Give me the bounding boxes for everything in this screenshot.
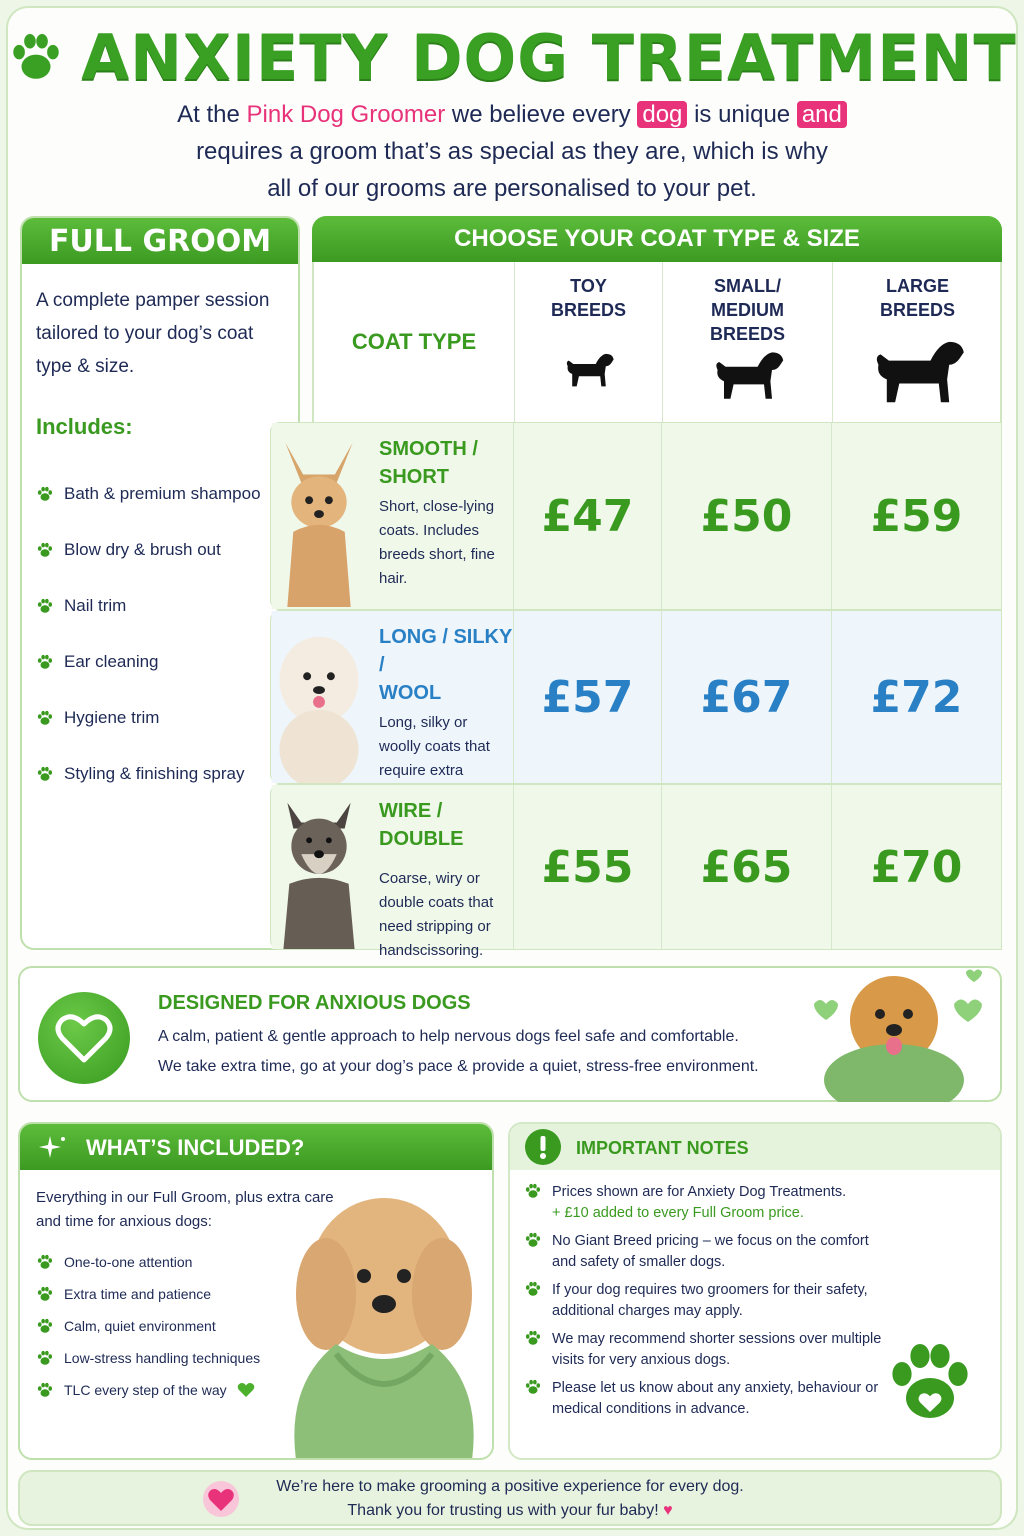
whats-included-list xyxy=(36,1246,260,1406)
column-label: LARGE xyxy=(886,276,949,296)
golden-retriever-image xyxy=(784,964,1004,1102)
row-name-line: WIRE / DOUBLE xyxy=(379,800,464,850)
list-item xyxy=(36,578,261,634)
list-item-label: Bath & premium shampoo xyxy=(64,484,261,503)
anxious-title: DESIGNED FOR ANXIOUS DOGS xyxy=(158,992,471,1014)
anxious-line: We take extra time, go at your dog’s pace & provide a quiet, stress-free environment. xyxy=(158,1058,759,1075)
price-toy: £57 xyxy=(513,611,661,783)
row-text xyxy=(379,797,513,963)
list-item-label: TLC every step of the way xyxy=(64,1382,227,1398)
paw-icon xyxy=(36,485,54,503)
list-item-label: Extra time and patience xyxy=(64,1286,212,1302)
list-item xyxy=(524,1280,884,1322)
pricing-row-smooth xyxy=(270,422,1002,610)
pricing-column-headers xyxy=(312,262,1002,422)
intro-highlight: dog xyxy=(637,101,687,128)
paw-icon xyxy=(36,653,54,671)
page-title: ANXIETY DOG TREATMENT xyxy=(81,20,1017,94)
note-text: Please let us know about any anxiety, behaviour or medical conditions in advance. xyxy=(552,1380,879,1417)
paw-icon xyxy=(524,1182,542,1200)
intro-part: At the xyxy=(177,101,240,128)
list-item xyxy=(36,522,261,578)
heart-icon xyxy=(38,992,130,1084)
price-toy: £47 xyxy=(513,423,661,609)
whats-included-header xyxy=(20,1124,492,1170)
paw-icon xyxy=(7,28,65,86)
row-name xyxy=(379,797,513,853)
intro-part: is unique xyxy=(694,101,791,128)
list-item xyxy=(36,1342,260,1374)
whats-included-panel xyxy=(18,1122,494,1460)
paw-icon xyxy=(36,1253,54,1271)
row-text xyxy=(379,623,513,807)
list-item-label: One-to-one attention xyxy=(64,1254,193,1270)
column-large xyxy=(832,262,1002,422)
row-name xyxy=(379,623,513,707)
fluffy-dog-image xyxy=(271,611,367,783)
column-label: MEDIUM xyxy=(711,300,784,320)
paw-icon xyxy=(36,1349,54,1367)
row-text xyxy=(379,435,513,591)
chihuahua-image xyxy=(271,423,367,609)
intro-line: requires a groom that’s as special as they are, which is why xyxy=(196,138,828,165)
list-item xyxy=(36,634,261,690)
whats-included-intro: Everything in our Full Groom, plus extra care and time for anxious dogs: xyxy=(36,1189,334,1230)
row-description: Short, close-lying coats. Includes breeds short, fine hair. xyxy=(379,498,495,587)
list-item-label: Blow dry & brush out xyxy=(64,540,221,559)
list-item-label: Nail trim xyxy=(64,596,127,615)
list-item-label: Ear cleaning xyxy=(64,652,159,671)
list-item-label: Calm, quiet environment xyxy=(64,1318,216,1334)
row-description: Coarse, wiry or double coats that need stripping or handscissoring. xyxy=(379,870,494,959)
list-item xyxy=(36,1278,260,1310)
column-label: BREEDS xyxy=(709,324,785,344)
footer-line: Thank you for trusting us with your fur baby! xyxy=(347,1502,659,1519)
column-toy xyxy=(514,262,662,422)
intro-highlight: and xyxy=(797,101,847,128)
note-extra: + £10 added to every Full Groom price. xyxy=(552,1205,804,1221)
paw-icon xyxy=(524,1231,542,1249)
list-item xyxy=(524,1182,884,1224)
price-large: £70 xyxy=(831,785,1001,949)
row-name-line: SMOOTH / xyxy=(379,438,478,460)
paw-icon xyxy=(36,597,54,615)
column-small-medium xyxy=(662,262,832,422)
pricing-row-wire xyxy=(270,784,1002,959)
dog-silhouette-icon xyxy=(706,346,790,402)
price-small-medium: £50 xyxy=(661,423,831,609)
heart-icon xyxy=(237,1382,255,1398)
column-label: TOY xyxy=(570,276,607,296)
list-item xyxy=(524,1231,884,1273)
list-item-label: Hygiene trim xyxy=(64,708,160,727)
anxious-dogs-banner xyxy=(18,966,1002,1102)
price-small-medium: £67 xyxy=(661,611,831,783)
note-line: Prices shown are for Anxiety Dog Treatments. xyxy=(552,1184,847,1200)
intro-text xyxy=(90,96,934,207)
title-row xyxy=(0,12,1024,102)
paw-icon xyxy=(36,541,54,559)
dog-silhouette-icon xyxy=(561,348,617,390)
row-name-line: LONG / SILKY / xyxy=(379,626,512,676)
footer-banner xyxy=(18,1470,1002,1526)
heart-icon-badge xyxy=(38,992,130,1084)
column-label: BREEDS xyxy=(550,300,626,320)
includes-list xyxy=(36,466,261,802)
whats-included-title: WHAT’S INCLUDED? xyxy=(86,1135,305,1160)
price-large: £72 xyxy=(831,611,1001,783)
price-large: £59 xyxy=(831,423,1001,609)
includes-label: Includes: xyxy=(36,414,133,439)
list-item xyxy=(524,1378,884,1420)
pricing-row-long xyxy=(270,610,1002,784)
intro-line: all of our grooms are personalised to your pet. xyxy=(267,175,757,202)
full-groom-panel xyxy=(20,216,300,950)
intro-part: we believe every xyxy=(451,101,631,128)
pricing-header: CHOOSE YOUR COAT TYPE & SIZE xyxy=(312,216,1002,262)
note-text: We may recommend shorter sessions over multiple visits for very anxious dogs. xyxy=(552,1331,882,1368)
list-item xyxy=(36,690,261,746)
important-notes-list xyxy=(524,1182,884,1427)
brand-name: Pink Dog Groomer xyxy=(246,101,446,128)
note-text: No Giant Breed pricing – we focus on the comfort and safety of smaller dogs. xyxy=(552,1233,869,1270)
schnauzer-image xyxy=(271,785,367,949)
paw-icon xyxy=(36,1317,54,1335)
heart-icon xyxy=(200,1480,242,1518)
list-item xyxy=(36,1246,260,1278)
coat-type-label: COAT TYPE xyxy=(351,329,477,354)
important-notes-header xyxy=(510,1124,1000,1170)
list-item xyxy=(36,1374,260,1406)
paw-icon xyxy=(36,709,54,727)
footer-line: We’re here to make grooming a positive experience for every dog. xyxy=(276,1478,744,1495)
dog-silhouette-icon xyxy=(866,332,970,408)
heart-icon: ♥ xyxy=(663,1502,673,1519)
footer-line-2 xyxy=(20,1499,1000,1523)
note-text: If your dog requires two groomers for their safety, additional charges may apply. xyxy=(552,1282,868,1319)
important-notes-title: IMPORTANT NOTES xyxy=(576,1138,749,1158)
paw-icon xyxy=(36,1285,54,1303)
row-name-line: SHORT xyxy=(379,466,449,488)
list-item xyxy=(36,746,261,802)
important-notes-panel xyxy=(508,1122,1002,1460)
row-description: Long, silky or woolly coats that require extra xyxy=(379,714,490,779)
list-item xyxy=(524,1329,884,1371)
note-text xyxy=(552,1182,846,1224)
anxious-line: A calm, patient & gentle approach to help nervous dogs feel safe and comfortable. xyxy=(158,1028,739,1045)
cockapoo-blanket-image xyxy=(276,1184,490,1460)
price-small-medium: £65 xyxy=(661,785,831,949)
column-label: SMALL/ xyxy=(714,276,781,296)
list-item xyxy=(36,1310,260,1342)
row-name-line: WOOL xyxy=(379,682,442,704)
paw-icon xyxy=(524,1329,542,1347)
list-item xyxy=(36,466,261,522)
paw-icon xyxy=(36,765,54,783)
full-groom-title: FULL GROOM xyxy=(22,218,298,264)
price-toy: £55 xyxy=(513,785,661,949)
list-item-label: Low-stress handling techniques xyxy=(64,1350,261,1366)
alert-icon xyxy=(524,1128,562,1166)
sparkle-icon xyxy=(38,1134,68,1162)
paw-icon xyxy=(524,1280,542,1298)
paw-icon xyxy=(36,1381,54,1399)
column-label: BREEDS xyxy=(879,300,955,320)
paw-icon xyxy=(524,1378,542,1396)
list-item-label: Styling & finishing spray xyxy=(64,764,245,783)
paw-heart-icon xyxy=(882,1334,978,1430)
row-name xyxy=(379,435,513,491)
full-groom-description: A complete pamper session tailored to your dog’s coat type & size. xyxy=(36,290,270,377)
